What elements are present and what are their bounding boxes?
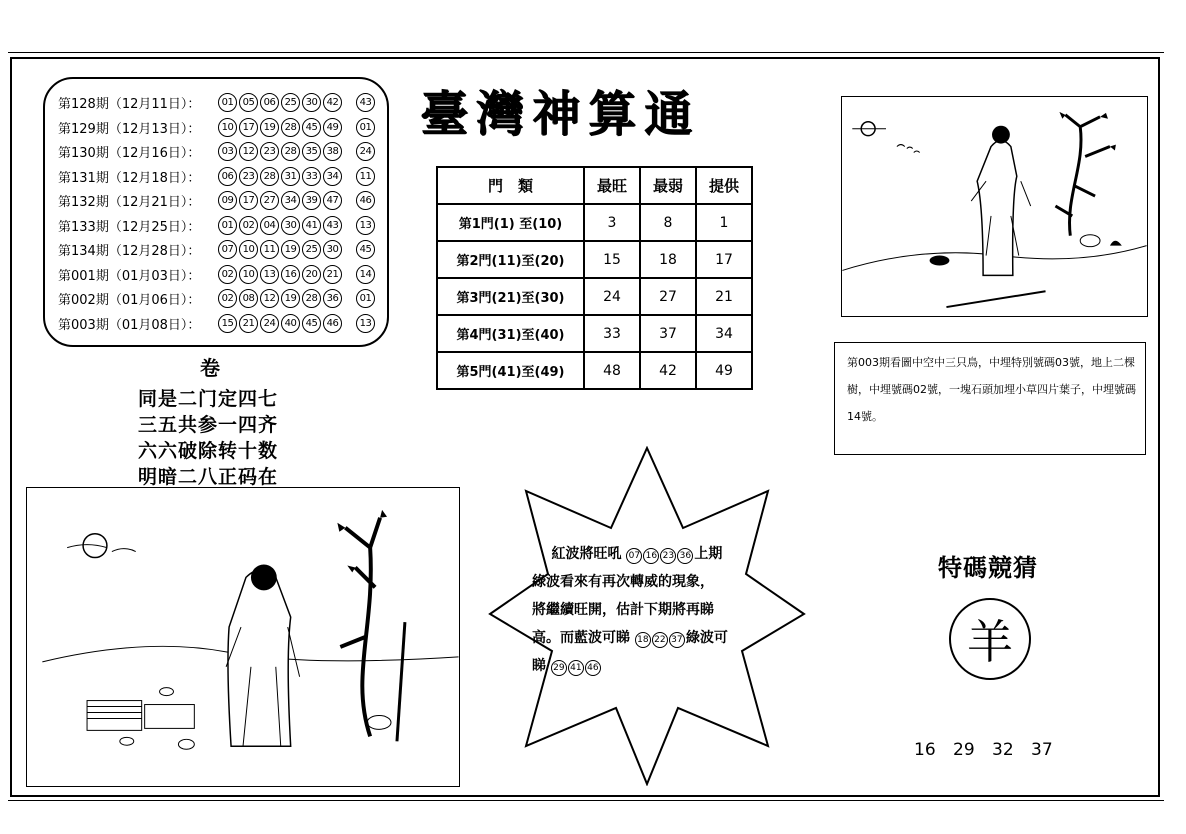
period-label: 第129期（12月13日）：	[58, 121, 201, 137]
number-ball: 46	[585, 660, 601, 676]
number-ball: 23	[239, 167, 258, 186]
period-label: 第134期（12月28日）：	[58, 244, 201, 259]
number-ball: 01	[218, 93, 237, 112]
guess-number: 32	[992, 740, 1014, 760]
number-ball: 07	[218, 240, 237, 259]
number-ball: 02	[218, 289, 237, 308]
number-ball: 12	[239, 142, 258, 161]
special-number-ball: 43	[356, 93, 375, 112]
hot-cell: 33	[584, 315, 640, 352]
number-ball: 46	[323, 314, 342, 333]
number-ball: 11	[260, 240, 279, 259]
number-ball: 37	[669, 632, 685, 648]
number-ball: 18	[635, 632, 651, 648]
number-ball: 38	[323, 142, 342, 161]
star-line	[532, 540, 792, 568]
number-ball: 45	[302, 314, 321, 333]
history-row	[58, 238, 377, 261]
number-ball: 23	[260, 142, 279, 161]
number-ball: 10	[239, 240, 258, 259]
number-ball: 15	[218, 314, 237, 333]
number-ball: 02	[218, 265, 237, 284]
number-ball: 30	[302, 93, 321, 112]
guess-number: 37	[1031, 740, 1053, 760]
star-line	[532, 652, 792, 680]
column-header: 最弱	[640, 167, 696, 204]
sage-tree-illustration	[26, 487, 460, 787]
number-ball: 36	[677, 548, 693, 564]
history-row	[58, 214, 377, 237]
period-label: 第132期（12月21日）：	[58, 195, 201, 210]
number-ball: 36	[323, 289, 342, 308]
special-number-ball: 11	[356, 167, 375, 186]
gate-stats-table	[436, 166, 753, 390]
guess-number: 16	[914, 740, 936, 760]
special-guess-title: 特碼競猜	[938, 553, 1038, 582]
history-row	[58, 287, 377, 310]
period-label: 第128期（12月11日）：	[58, 97, 201, 112]
star-text-span: 綠波可	[685, 630, 728, 646]
number-ball: 19	[281, 289, 300, 308]
star-text-span: 上期	[694, 546, 723, 562]
number-ball: 29	[551, 660, 567, 676]
gate-cell: 第3門(21)至(30)	[437, 278, 584, 315]
guess-number: 29	[953, 740, 975, 760]
history-row	[58, 263, 377, 286]
star-text-span: 睇	[532, 658, 546, 674]
number-ball: 05	[239, 93, 258, 112]
number-ball: 45	[302, 118, 321, 137]
special-number-ball: 13	[356, 314, 375, 333]
page-title: 臺灣神算通	[420, 86, 701, 142]
number-ball: 21	[323, 265, 342, 284]
history-row	[58, 140, 377, 163]
number-ball: 06	[260, 93, 279, 112]
hot-cell: 15	[584, 241, 640, 278]
offer-cell: 49	[696, 352, 752, 389]
gate-cell: 第1門(1) 至(10)	[437, 204, 584, 241]
number-ball: 42	[323, 93, 342, 112]
period-label: 第003期（01月08日）：	[58, 317, 201, 333]
number-ball: 16	[281, 265, 300, 284]
star-text-span: 高。而藍波可睇	[532, 630, 630, 646]
number-ball: 30	[323, 240, 342, 259]
zodiac-badge	[949, 598, 1031, 680]
frame-bottom-line	[8, 800, 1164, 801]
number-ball: 09	[218, 191, 237, 210]
period-label: 第131期（12月18日）：	[58, 170, 201, 186]
poem-title: 卷	[200, 356, 220, 380]
number-ball: 28	[281, 142, 300, 161]
offer-cell: 34	[696, 315, 752, 352]
number-ball: 17	[239, 191, 258, 210]
frame-top-line	[8, 52, 1164, 53]
sage-tree-drawing	[27, 488, 459, 786]
special-number-ball: 14	[356, 265, 375, 284]
number-ball: 39	[302, 191, 321, 210]
table-row	[437, 241, 752, 278]
hot-cell: 24	[584, 278, 640, 315]
number-ball: 20	[302, 265, 321, 284]
column-header: 門 類	[437, 167, 584, 204]
column-header: 最旺	[584, 167, 640, 204]
scholar-walking-drawing	[842, 97, 1147, 316]
column-header: 提供	[696, 167, 752, 204]
star-line	[532, 624, 792, 652]
wave-analysis-text	[532, 540, 792, 680]
number-ball: 23	[660, 548, 676, 564]
history-row	[58, 116, 377, 139]
table-row	[437, 204, 752, 241]
period-label: 第130期（12月16日）：	[58, 146, 201, 161]
number-ball: 10	[239, 265, 258, 284]
period-label: 第001期（01月03日）：	[58, 268, 201, 284]
history-row	[58, 165, 377, 188]
special-number-ball: 45	[356, 240, 375, 259]
poem-line: 同是二门定四七	[138, 388, 279, 410]
offer-cell: 1	[696, 204, 752, 241]
number-ball: 28	[302, 289, 321, 308]
number-ball: 04	[260, 216, 279, 235]
table-row	[437, 315, 752, 352]
number-ball: 24	[260, 314, 279, 333]
cold-cell: 27	[640, 278, 696, 315]
cold-cell: 37	[640, 315, 696, 352]
period-label: 第002期（01月06日）：	[58, 293, 201, 308]
history-row	[58, 312, 377, 335]
special-number-ball: 13	[356, 216, 375, 235]
number-ball: 16	[643, 548, 659, 564]
zodiac-label: 羊	[967, 615, 1013, 669]
number-ball: 07	[626, 548, 642, 564]
special-number-ball: 24	[356, 142, 375, 161]
number-ball: 17	[239, 118, 258, 137]
period-label: 第133期（12月25日）：	[58, 219, 201, 235]
special-number-ball: 01	[356, 118, 375, 137]
number-ball: 30	[281, 216, 300, 235]
poem-line: 三五共参一四齐	[138, 414, 279, 436]
number-ball: 35	[302, 142, 321, 161]
number-ball: 25	[302, 240, 321, 259]
scholar-walking-illustration	[841, 96, 1148, 317]
number-ball: 13	[260, 265, 279, 284]
gate-cell: 第5門(41)至(49)	[437, 352, 584, 389]
history-row	[58, 91, 377, 114]
number-ball: 12	[260, 289, 279, 308]
gate-cell: 第4門(31)至(40)	[437, 315, 584, 352]
hint-box: 第003期看圖中空中三只鳥，中埋特別號碼03號，地上二棵樹，中埋號碼02號，一塊石頭加埋小草四片葉子，中埋號碼14號。	[834, 342, 1146, 455]
number-ball: 41	[568, 660, 584, 676]
number-ball: 47	[323, 191, 342, 210]
hot-cell: 3	[584, 204, 640, 241]
guess-numbers	[914, 740, 1056, 760]
number-ball: 02	[239, 216, 258, 235]
star-line: 將繼續旺開，估計下期將再睇	[532, 602, 714, 618]
special-number-ball: 46	[356, 191, 375, 210]
number-ball: 19	[260, 118, 279, 137]
number-ball: 21	[239, 314, 258, 333]
number-ball: 49	[323, 118, 342, 137]
number-ball: 27	[260, 191, 279, 210]
number-ball: 33	[302, 167, 321, 186]
number-ball: 03	[218, 142, 237, 161]
table-row	[437, 278, 752, 315]
number-ball: 19	[281, 240, 300, 259]
table-header-row	[437, 167, 752, 204]
offer-cell: 21	[696, 278, 752, 315]
number-ball: 31	[281, 167, 300, 186]
cold-cell: 18	[640, 241, 696, 278]
number-ball: 06	[218, 167, 237, 186]
poem-line: 六六破除转十数	[138, 440, 279, 462]
number-ball: 22	[652, 632, 668, 648]
number-ball: 08	[239, 289, 258, 308]
number-ball: 41	[302, 216, 321, 235]
gate-cell: 第2門(11)至(20)	[437, 241, 584, 278]
special-number-ball: 01	[356, 289, 375, 308]
number-ball: 25	[281, 93, 300, 112]
cold-cell: 8	[640, 204, 696, 241]
number-ball: 10	[218, 118, 237, 137]
number-ball: 34	[323, 167, 342, 186]
number-ball: 40	[281, 314, 300, 333]
number-ball: 28	[281, 118, 300, 137]
table-row	[437, 352, 752, 389]
history-row	[58, 189, 377, 212]
history-results-box	[43, 77, 389, 347]
number-ball: 28	[260, 167, 279, 186]
cold-cell: 42	[640, 352, 696, 389]
number-ball: 01	[218, 216, 237, 235]
star-line: 綠波看來有再次轉威的現象，	[532, 574, 714, 590]
offer-cell: 17	[696, 241, 752, 278]
hot-cell: 48	[584, 352, 640, 389]
number-ball: 34	[281, 191, 300, 210]
number-ball: 43	[323, 216, 342, 235]
star-text-span: 紅波將旺吼	[551, 546, 622, 562]
poem-line: 明暗二八正码在	[138, 466, 279, 488]
